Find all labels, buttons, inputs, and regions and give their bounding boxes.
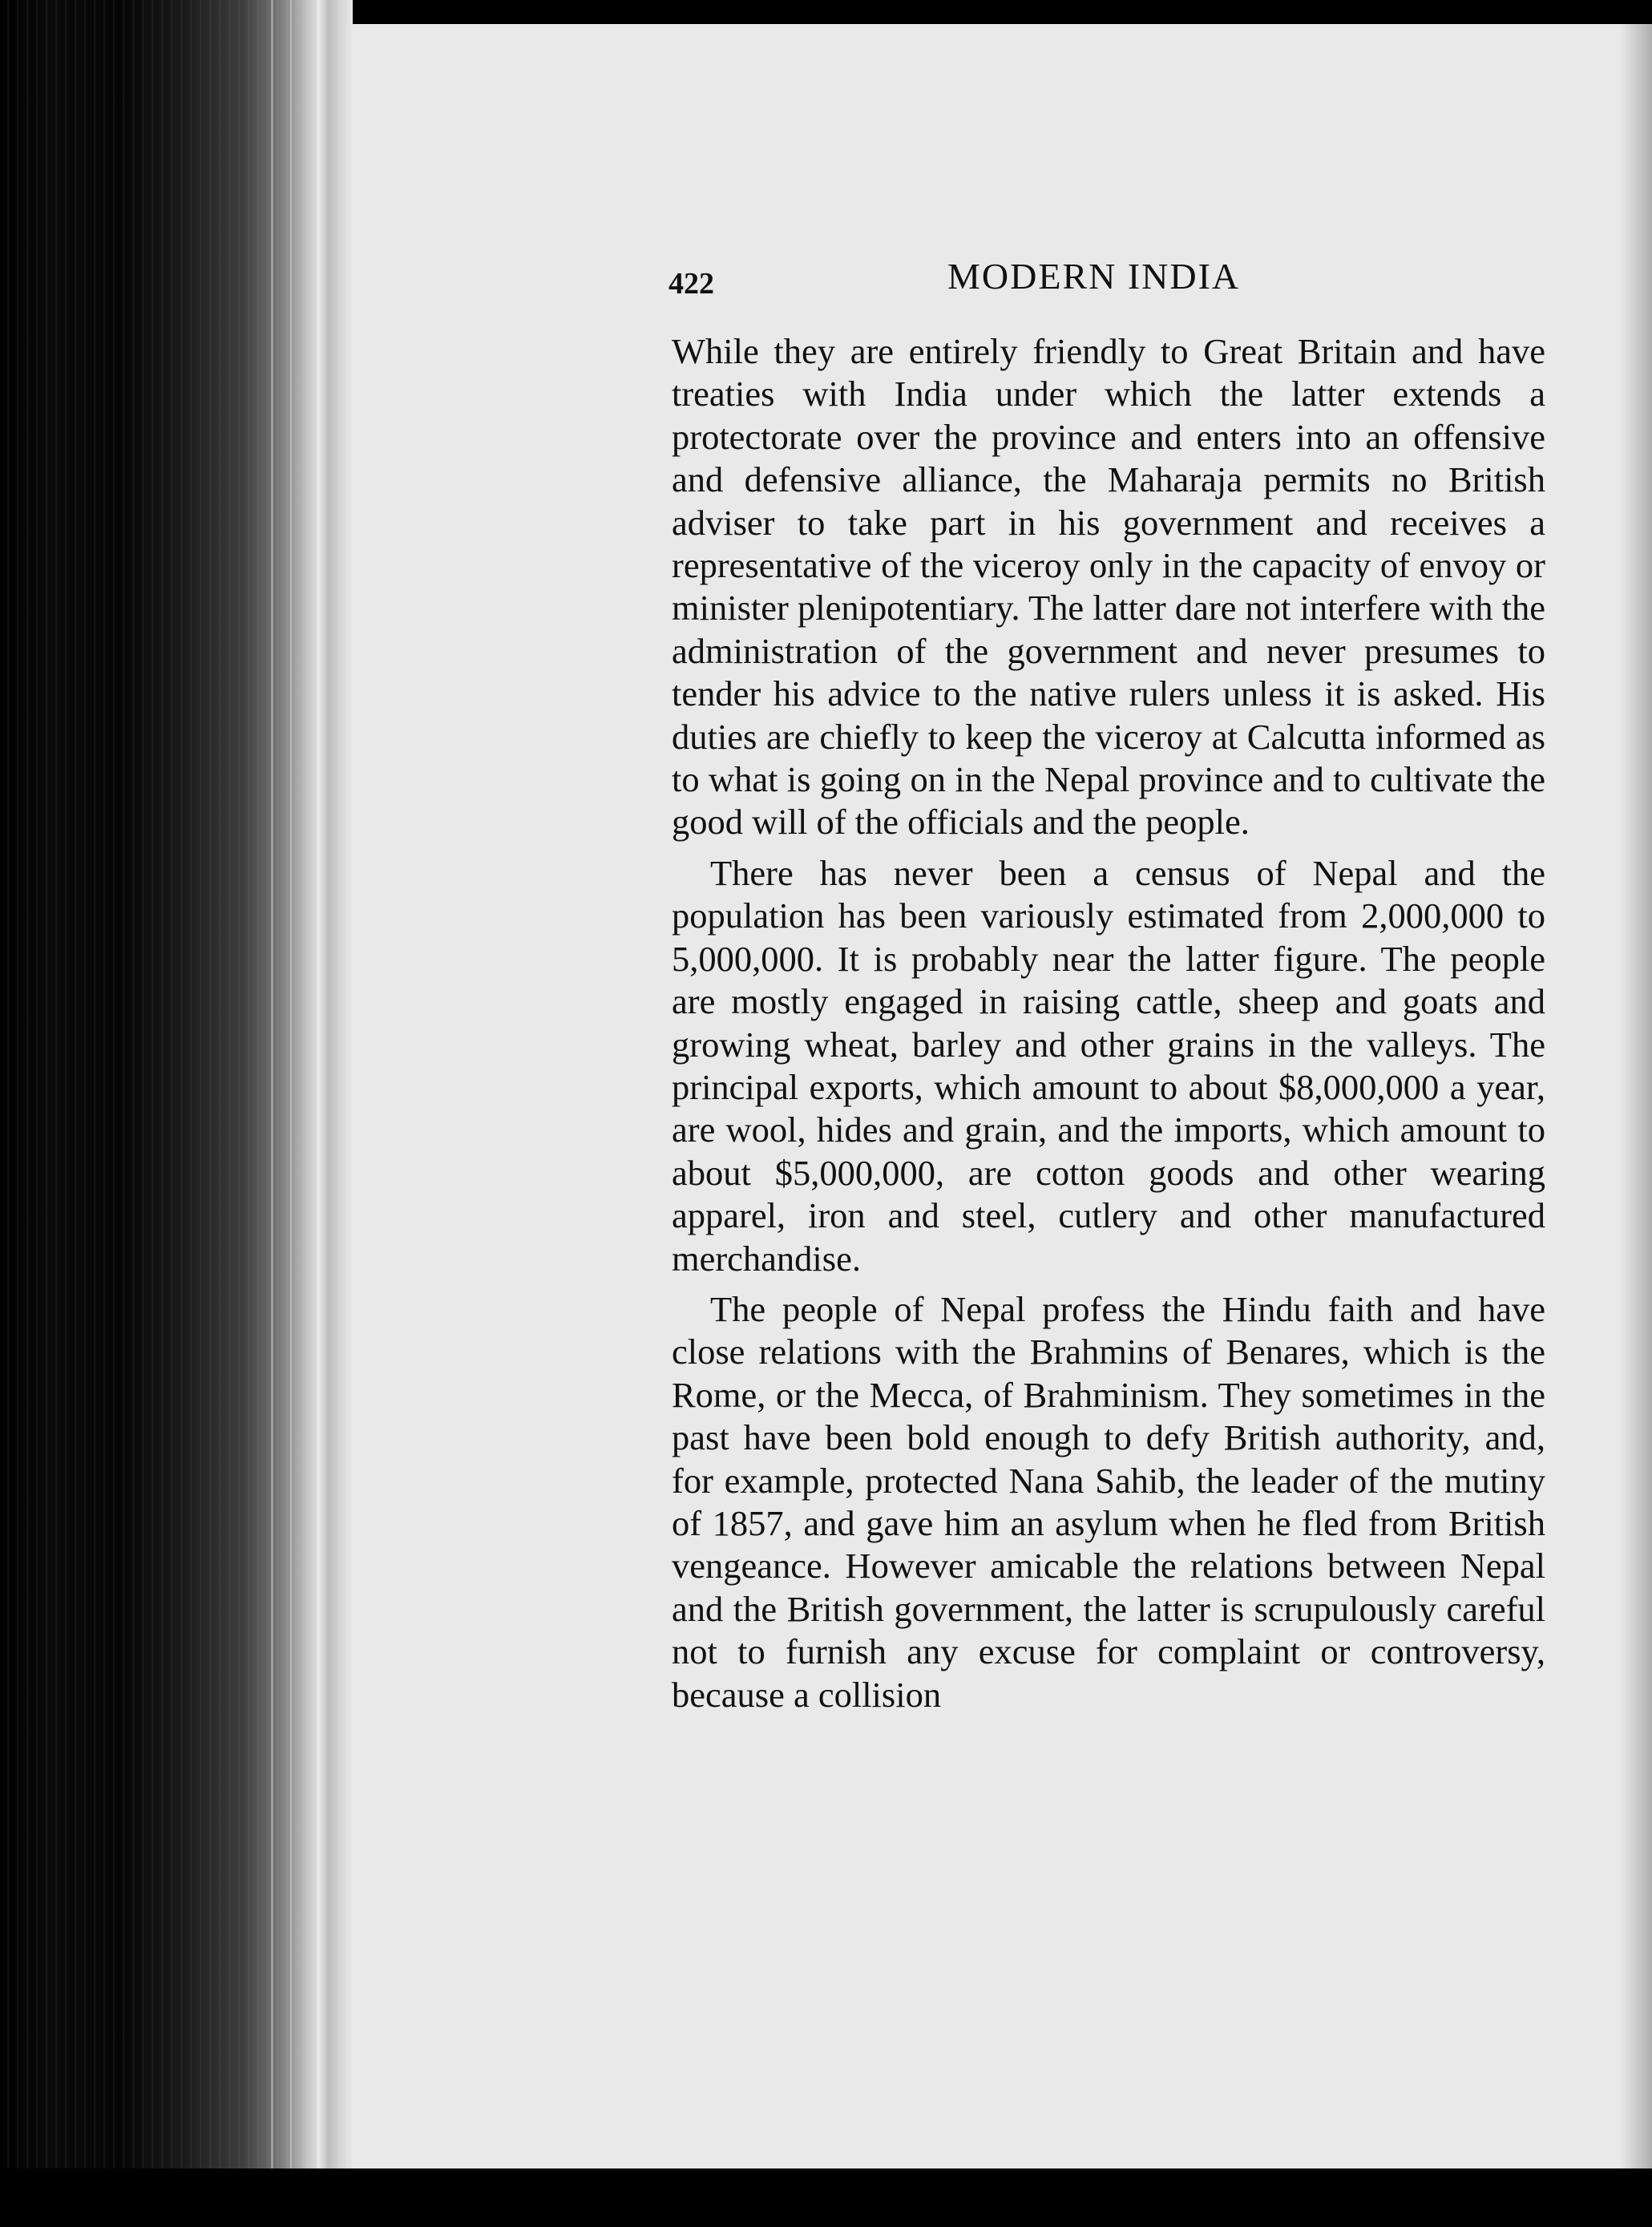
body-text: [672, 330, 1545, 1724]
paragraph: While they are entirely friendly to Great Britain and have treaties with India under which the latter extends a protectorate over the province and enters into an offensive and defensive alliance, the Maharaja permits no British adviser to take part in his government and receives a representative of the viceroy only in the capacity of envoy or minister plenipotentiary. The latter dare not interfere with the administration of the government and never presumes to tender his advice to the native rulers unless it is asked. His duties are chiefly to keep the viceroy at Calcutta informed as to what is going on in the Nepal province and to cultivate the good will of the officials and the people.: [672, 331, 1545, 843]
paragraph: The people of Nepal profess the Hindu faith and have close relations with the Brahmins of Benares, which is the Rome, or the Mecca, of Brahminism. They sometimes in the past have been bold enough to defy British authority, and, for example, protected Nana Sahib, the leader of the mutiny of 1857, and gave him an asylum when he fled from British vengeance. However amicable the relations between Nepal and the British government, the latter is scrupulously careful not to furnish any excuse for complaint or controversy, because a collision: [672, 1288, 1545, 1715]
scan-streak: [290, 0, 292, 2227]
running-head: MODERN INDIA: [947, 256, 1241, 297]
page-number: 422: [668, 267, 714, 301]
page-edge-shadow: [1620, 24, 1652, 2168]
book-binding-gutter: [0, 0, 353, 2227]
paragraph: There has never been a census of Nepal and the population has been variously estimated from 2,000,000 to 5,000,000. It is probably near the latter figure. The people are mostly engaged in raising cattle, sheep and goats and growing wheat, barley and other grains in the valleys. The principal exports, which amount to about $8,000,000 a year, are wool, hides and grain, and the imports, which amount to about $5,000,000, are cotton goods and other wearing apparel, iron and steel, cutlery and other manufactured merchandise.: [672, 852, 1545, 1279]
scan-streak: [271, 0, 273, 2227]
page-header: [668, 255, 1542, 313]
scan-streak: [317, 0, 320, 2227]
scan-bottom-border: [0, 2168, 1652, 2227]
